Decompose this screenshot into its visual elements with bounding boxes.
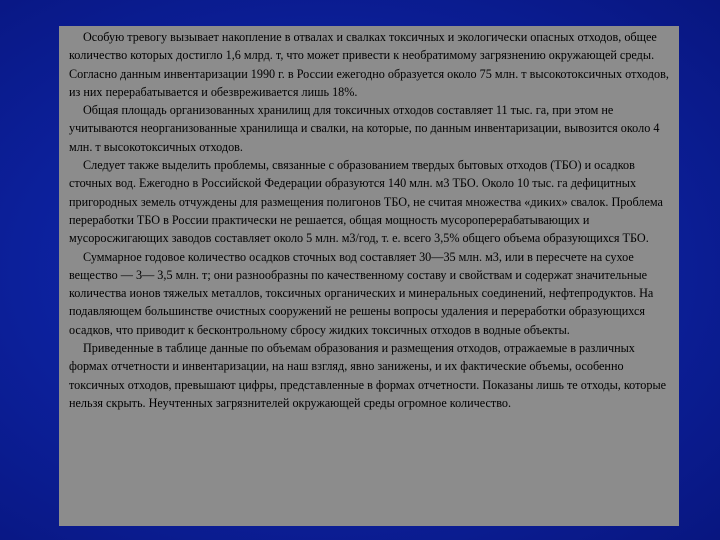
paragraph-solid-waste: Следует также выделить проблемы, связанные с образованием твердых бытовых отходов (ТБО) и осадков сточных вод. Ежегодно в Российской Федерации образуются 140 млн. м3 ТБО. Около 10 тыс. га дефицитных пригородных земель отчуждены для размещения полигонов ТБО, не считая множества «диких» свалок. Проблема переработки ТБО в России практически не решается, общая мощность мусороперерабатывающих и мусоросжигающих заводов составляет около 5 млн. м3/год, т. е. всего 3,5% общего объема образующихся ТБО. bbox=[69, 158, 663, 246]
paragraph-storage-area: Общая площадь организованных хранилищ для токсичных отходов составляет 11 тыс. га, при этом не учитываются неорганизованные хранилища и свалки, на которые, по данным инвентаризации, вывозится около 4 млн. т высокотоксичных отходов. bbox=[69, 103, 660, 154]
paragraph-underreporting: Приведенные в таблице данные по объемам образования и размещения отходов, отражаемые в различных формах отчетности и инвентаризации, на наш взгляд, явно занижены, и их фактические объемы, особенно токсичных отходов, превышают цифры, представленные в формах отчетности. Показаны лишь те отходы, которые нельзя скрыть. Неучтенных загрязнителей окружающей среды огромное количество. bbox=[69, 341, 667, 410]
paragraph-sewage-sludge: Суммарное годовое количество осадков сточных вод составляет 30—35 млн. м3, или в пересчете на сухое вещество — 3— 3,5 млн. т; они разнообразны по качественному составу и свойствам и содержат значительные количества ионов тяжелых металлов, токсичных органических и минеральных соединений, нефтепродуктов. На подавляющем большинстве очистных сооружений не решены вопросы удаления и переработки образующихся осадков, что приводит к бесконтрольному сбросу жидких токсичных отходов в водные объекты. bbox=[69, 249, 654, 337]
text-box bbox=[59, 26, 679, 526]
paragraph-toxic-waste: Особую тревогу вызывает накопление в отвалах и свалках токсичных и экологически опасных отходов, общее количество которых достигло 1,6 млрд. т, что может привести к необратимому загрязнению окружающей среды. Согласно данным инвентаризации 1990 г. в России ежегодно образуется около 75 млн. т высокотоксичных отходов, из них перерабатывается и обезвреживается лишь 18%. bbox=[69, 30, 669, 99]
